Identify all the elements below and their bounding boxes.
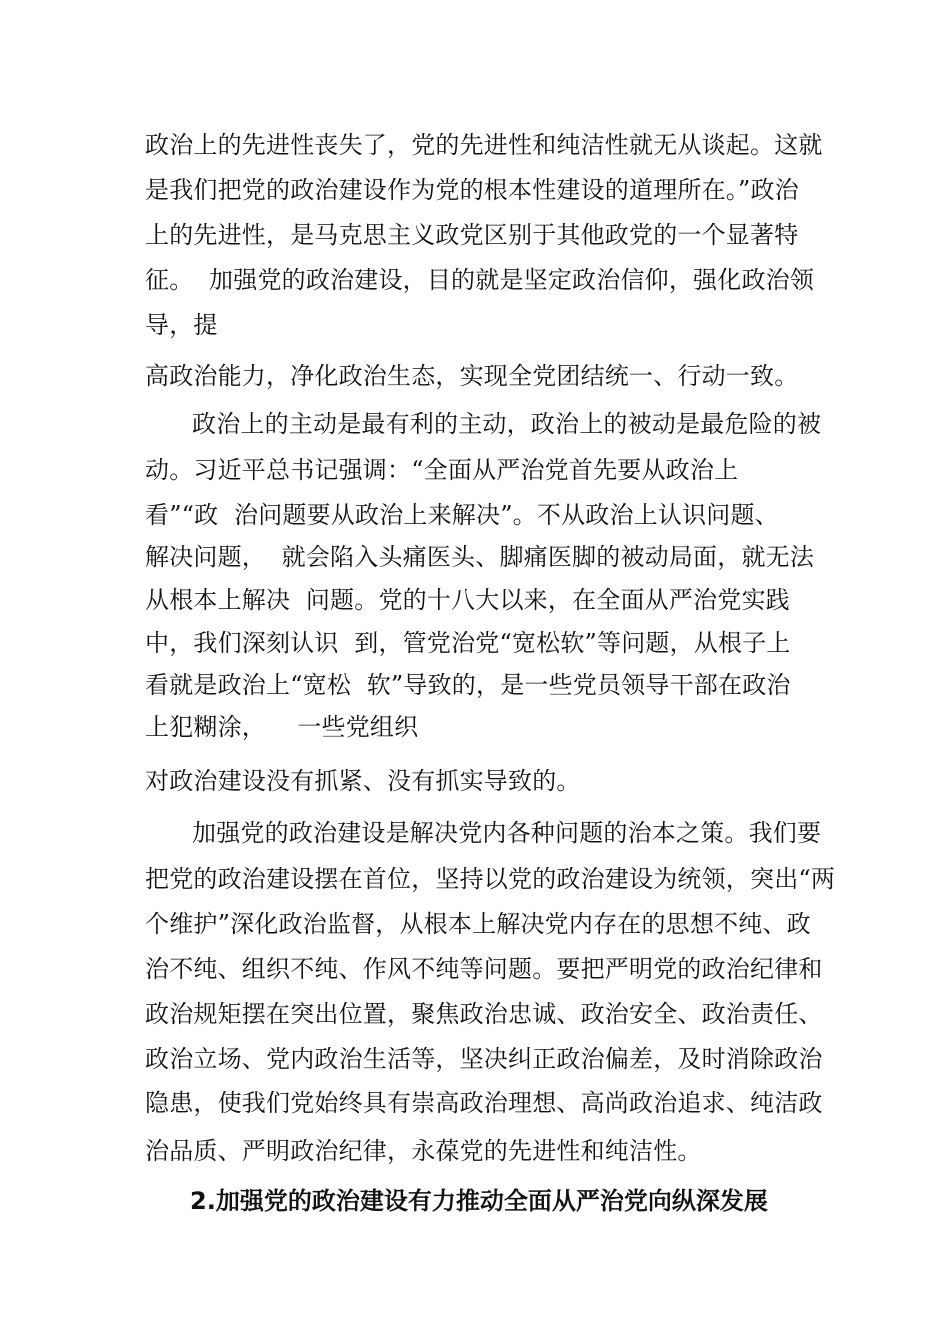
paragraph-line: 高政治能力，净化政治生态，实现全党团结统一、行动一致。 — [145, 362, 799, 390]
paragraph-line: 个维护”深化政治监督，从根本上解决党内存在的思想不纯、政 — [145, 910, 811, 938]
paragraph-line: 动。习近平总书记强调：“全面从严治党首先要从政治上 — [145, 456, 739, 484]
paragraph-line: 隐患，使我们党始终具有崇高政治理想、高尚政治追求、纯洁政 — [145, 1089, 823, 1117]
paragraph-line: 上犯糊涂， 一些党组织 — [145, 713, 419, 741]
section-heading: 2.加强党的政治建设有力推动全面从严治党向纵深发展 — [190, 1187, 768, 1215]
paragraph-line: 政治规矩摆在突出位置，聚焦政治忠诚、政治安全、政治责任、 — [145, 1000, 823, 1028]
paragraph-line: 对政治建设没有抓紧、没有抓实导致的。 — [145, 767, 581, 795]
paragraph-line: 导，提 — [145, 311, 218, 339]
paragraph-line: 政治上的先进性丧失了，党的先进性和纯洁性就无从谈起。这就 — [145, 131, 823, 159]
paragraph-line: 上的先进性，是马克思主义政党区别于其他政党的一个显著特 — [145, 221, 799, 249]
paragraph-line: 解决问题， 就会陷入头痛医头、脚痛医脚的被动局面，就无法 — [145, 543, 815, 571]
paragraph-line: 治品质、严明政治纪律，永葆党的先进性和纯洁性。 — [145, 1137, 702, 1165]
paragraph-line: 是我们把党的政治建设作为党的根本性建设的道理所在。”政治 — [145, 176, 799, 204]
paragraph-line: 把党的政治建设摆在首位，坚持以党的政治建设为统领，突出“两 — [145, 865, 836, 893]
paragraph-line: 征。 加强党的政治建设，目的就是坚定政治信仰，强化政治领 — [145, 266, 815, 294]
paragraph-line: 政治上的主动是最有利的主动，政治上的被动是最危险的被 — [192, 410, 822, 438]
paragraph-line: 政治立场、党内政治生活等，坚决纠正政治偏差，及时消除政治 — [145, 1045, 823, 1073]
paragraph-line: 加强党的政治建设是解决党内各种问题的治本之策。我们要 — [192, 819, 822, 847]
paragraph-line: 治不纯、组织不纯、作风不纯等问题。要把严明党的政治纪律和 — [145, 955, 823, 983]
paragraph-line: 从根本上解决 问题。党的十八大以来，在全面从严治党实践 — [145, 586, 790, 614]
paragraph-line: 看”“政 治问题要从政治上来解决”。不从政治上认识问题、 — [145, 501, 779, 529]
paragraph-line: 中，我们深刻认识 到，管党治党“宽松软”等问题，从根子上 — [145, 629, 791, 657]
paragraph-line: 看就是政治上“宽松 软”导致的，是一些党员领导干部在政治 — [145, 671, 791, 699]
